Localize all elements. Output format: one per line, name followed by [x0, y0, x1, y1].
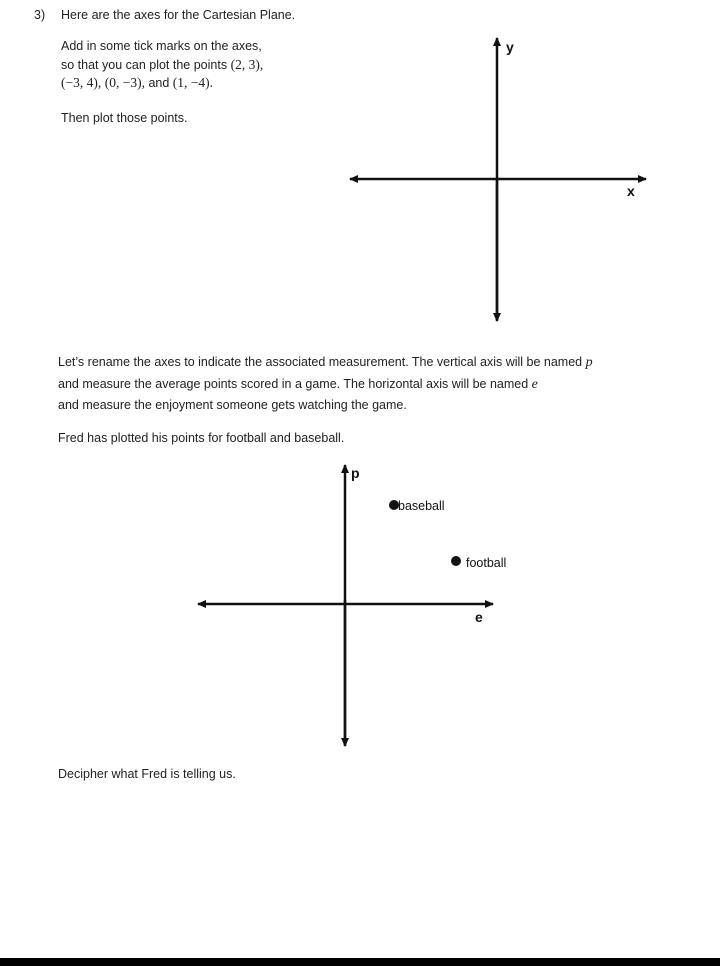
rename-part-1: Let’s rename the axes to indicate the associated measurement. The vertical axis will be named — [58, 355, 583, 369]
rename-line-3: and measure the enjoyment someone gets watching the game. — [58, 398, 407, 412]
graph2-x-label: e — [475, 609, 483, 625]
decipher-text: Decipher what Fred is telling us. — [58, 767, 236, 781]
bottom-bar — [0, 958, 720, 966]
graph2 — [198, 465, 506, 746]
rename-line-1 — [58, 352, 593, 373]
rename-line-2 — [58, 374, 538, 395]
question-heading: Here are the axes for the Cartesian Plane. — [61, 8, 296, 22]
rename-part-2: and measure the average points scored in a game. The horizontal axis will be named — [58, 377, 529, 391]
graph1-x-label: x — [627, 183, 635, 199]
var-e: e — [531, 377, 538, 392]
then-plot-text: Then plot those points. — [61, 111, 188, 125]
point-b: (−3, 4), — [61, 75, 102, 90]
graph1-y-label: y — [506, 39, 514, 55]
baseball-label: baseball — [398, 499, 445, 513]
point-a: (2, 3), — [230, 57, 264, 72]
point-d: (1, −4). — [172, 75, 214, 90]
football-point — [451, 556, 461, 566]
graph2-y-label: p — [351, 465, 360, 481]
instruction-line-1: Add in some tick marks on the axes, — [61, 39, 262, 53]
fred-text: Fred has plotted his points for football and baseball. — [58, 431, 345, 445]
graph1 — [350, 38, 646, 321]
instruction-line-2-text: so that you can plot the points — [61, 58, 228, 72]
var-p: p — [585, 355, 593, 370]
football-label: football — [466, 556, 507, 570]
and-word: and — [148, 76, 170, 90]
question-number: 3) — [34, 8, 46, 22]
point-c: (0, −3), — [104, 75, 145, 90]
